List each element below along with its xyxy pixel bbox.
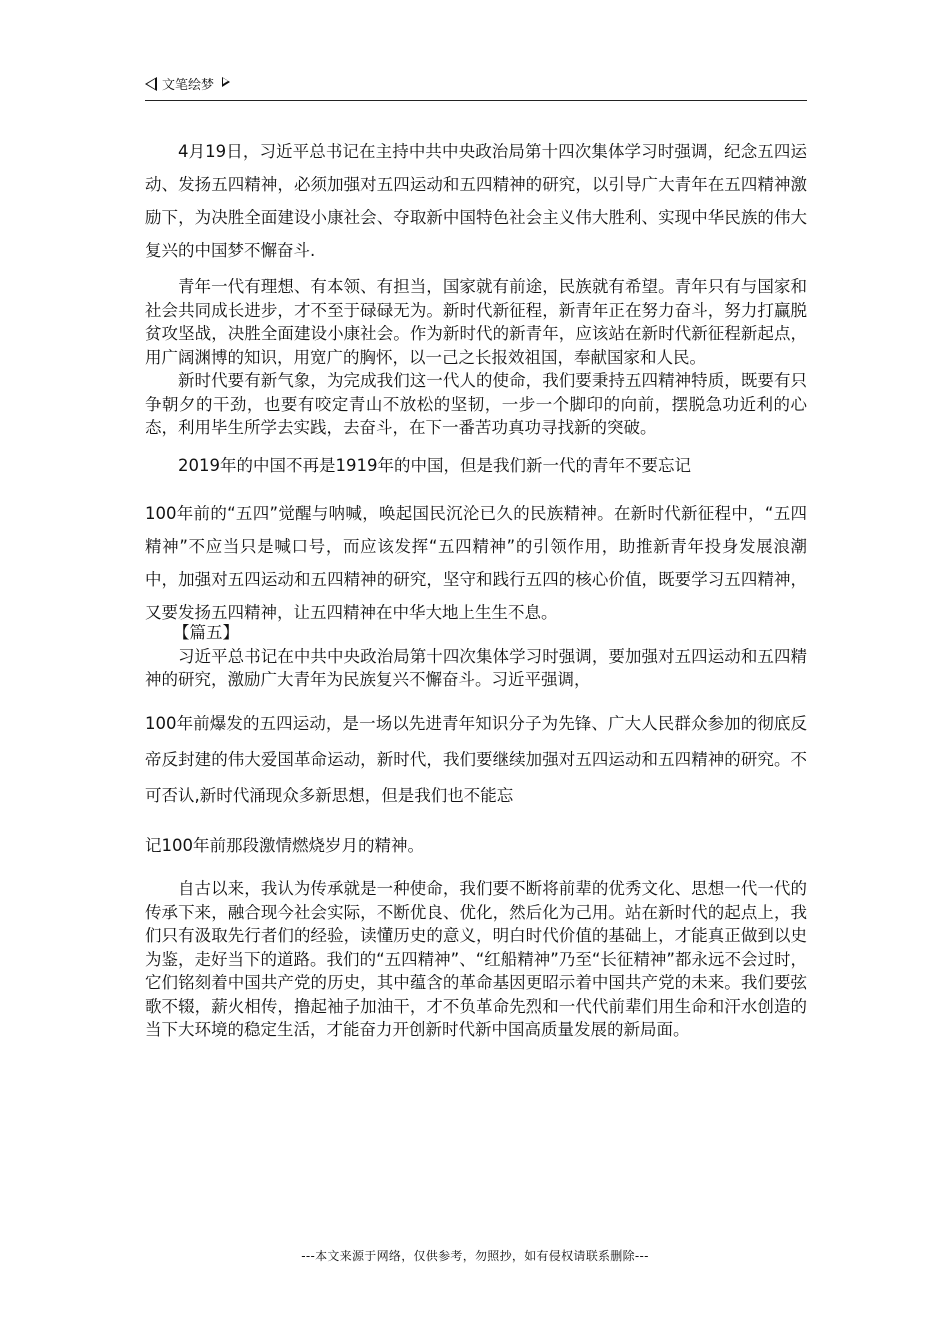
triangle-right-icon	[222, 77, 230, 87]
page-header	[145, 70, 807, 101]
paragraph-7: 100年前爆发的五四运动，是一场以先进青年知识分子为先锋、广大人民群众参加的彻底反帝反封建的伟大爱国革命运动，新时代，我们要继续加强对五四运动和五四精神的研究。不可否认,新时代涌现众多新思想，但是我们也不能忘	[145, 713, 807, 805]
paragraph-3: 新时代要有新气象，为完成我们这一代人的使命，我们要秉持五四精神特质，既要有只争朝夕的干劲，也要有咬定青山不放松的坚韧，一步一个脚印的向前，摆脱急功近利的心态，利用毕生所学去实践，去奋斗，在下一番苦功真功寻找新的突破。	[145, 371, 807, 437]
paragraph-8: 记100年前那段激情燃烧岁月的精神。	[145, 835, 424, 855]
section-title: 【篇五】	[173, 623, 239, 642]
page-footer: ---本文来源于网络，仅供参考，勿照抄，如有侵权请联系删除---	[301, 1249, 649, 1263]
paragraph-9: 自古以来，我认为传承就是一种使命，我们要不断将前辈的优秀文化、思想一代一代的传承下来，融合现今社会实际，不断优良、优化，然后化为己用。站在新时代的起点上，我们只有汲取先行者们的经验，读懂历史的意义，明白时代价值的基础上，才能真正做到以史为鉴，走好当下的道路。我们的“五四精神”、“红船精神”乃至“长征精神”都永远不会过时，它们铭刻着中国共产党的历史，其中蕴含的革命基因更昭示着中国共产党的未来。我们要弦歌不辍，薪火相传，撸起袖子加油干，才不负革命先烈和一代代前辈们用生命和汗水创造的当下大环境的稳定生活，才能奋力开创新时代新中国高质量发展的新局面。	[145, 879, 807, 1039]
paragraph-5: 100年前的“五四”觉醒与呐喊，唤起国民沉沦已久的民族精神。在新时代新征程中，“五四精神”不应当只是喊口号，而应该发挥“五四精神”的引领作用，助推新青年投身发展浪潮中，加强对五四运动和五四精神的研究，坚守和践行五四的核心价值，既要学习五四精神，又要发扬五四精神，让五四精神在中华大地上生生不息。	[145, 504, 807, 622]
paragraph-1: 4月19日，习近平总书记在主持中共中央政治局第十四次集体学习时强调，纪念五四运动、发扬五四精神，必须加强对五四运动和五四精神的研究，以引导广大青年在五四精神激励下，为决胜全面建设小康社会、夺取新中国特色社会主义伟大胜利、实现中华民族的伟大复兴的中国梦不懈奋斗.	[145, 142, 807, 260]
paragraph-4: 2019年的中国不再是1919年的中国，但是我们新一代的青年不要忘记	[178, 455, 691, 475]
brand-text: 文笔绘梦	[162, 78, 215, 93]
paragraph-6: 习近平总书记在中共中央政治局第十四次集体学习时强调，要加强对五四运动和五四精神的研究，激励广大青年为民族复兴不懈奋斗。习近平强调，	[145, 646, 807, 689]
triangle-left-icon	[145, 77, 157, 91]
document-body	[145, 135, 807, 1042]
paragraph-2: 青年一代有理想、有本领、有担当，国家就有前途，民族就有希望。青年只有与国家和社会共同成长进步，才不至于碌碌无为。新时代新征程，新青年正在努力奋斗，努力打赢脱贫攻坚战，决胜全面建设小康社会。作为新时代的新青年，应该站在新时代新征程新起点，用广阔渊博的知识，用宽广的胸怀，以一己之长报效祖国，奉献国家和人民。	[145, 277, 807, 367]
header-brand	[145, 74, 230, 93]
